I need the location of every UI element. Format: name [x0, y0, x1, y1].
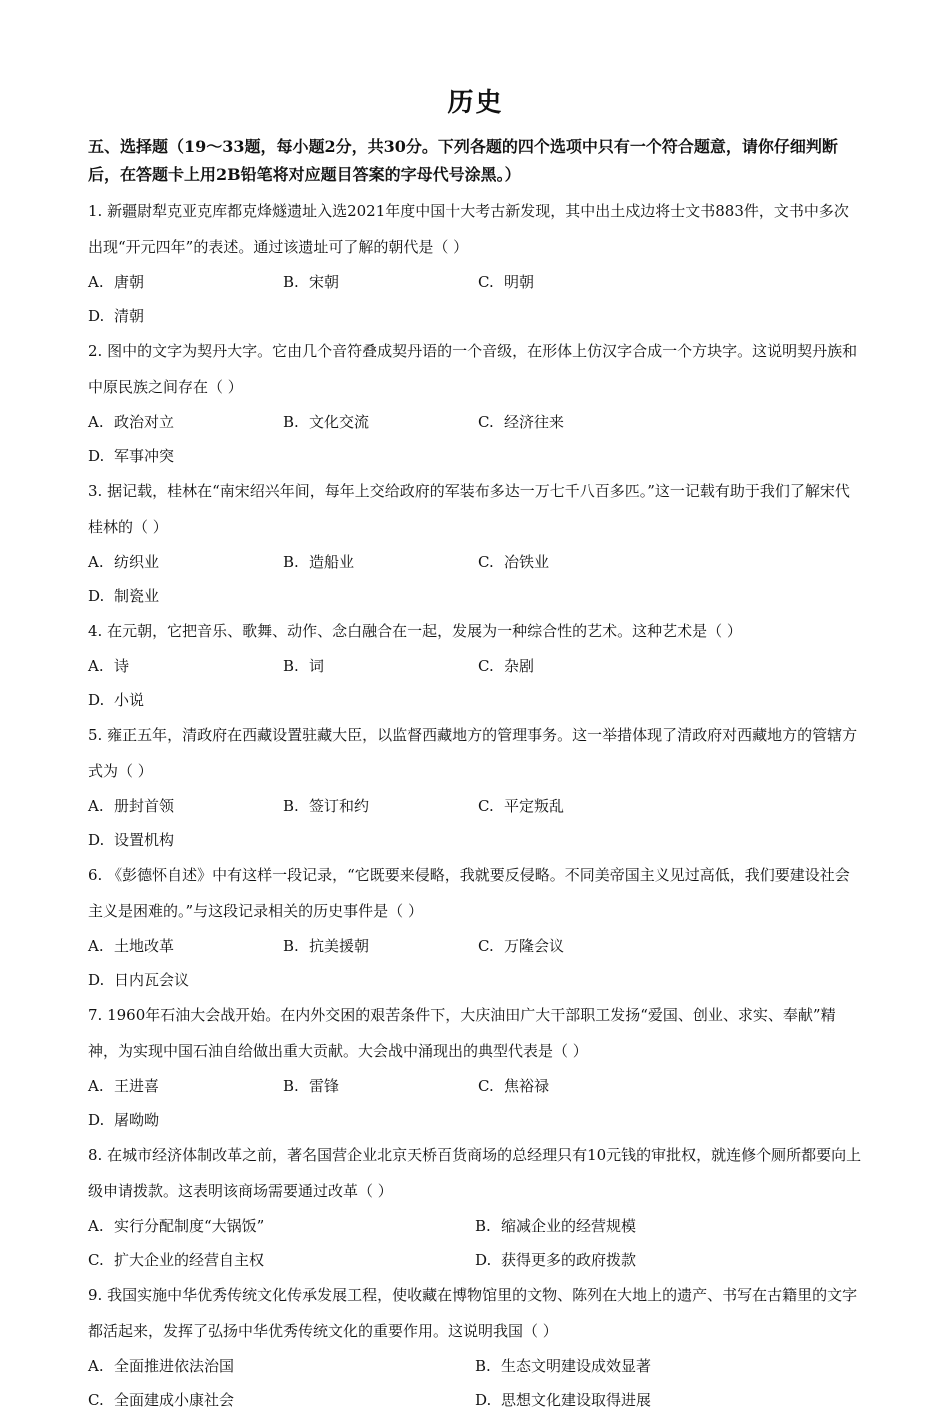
option-c [478, 929, 673, 963]
option-d [88, 823, 283, 857]
option-text: 宋朝 [309, 273, 340, 291]
option-text: 抗美援朝 [309, 937, 370, 955]
option-text: 平定叛乱 [504, 797, 565, 815]
option-letter: C. [88, 1391, 104, 1409]
option-letter: D. [475, 1251, 492, 1269]
option-letter: A. [88, 413, 104, 431]
exam-page [88, 82, 863, 1417]
option-b [283, 265, 478, 299]
option-letter: C. [478, 413, 494, 431]
option-c [88, 1243, 475, 1277]
section-instructions: 五、选择题（19～33题，每小题2分，共30分。下列各题的四个选项中只有一个符合题意，请你仔细判断后，在答题卡上用2B铅笔将对应题目答案的字母代号涂黑。） [88, 137, 838, 184]
option-letter: C. [478, 273, 494, 291]
option-letter: C. [88, 1251, 104, 1269]
option-letter: B. [283, 937, 299, 955]
option-d [88, 299, 283, 333]
option-b [475, 1209, 862, 1243]
option-letter: B. [475, 1357, 491, 1375]
option-c [478, 789, 673, 823]
option-a [88, 265, 283, 299]
option-c [478, 265, 673, 299]
question-stem: 1. 新疆尉犁克亚克库都克烽燧遗址入选2021年度中国十大考古新发现，其中出土戍边将士文书883件，文书中多次出现“开元四年”的表述。通过该遗址可了解的朝代是（ ） [88, 202, 849, 256]
option-text: 扩大企业的经营自主权 [114, 1251, 265, 1269]
question-5 [88, 717, 863, 857]
option-letter: C. [478, 1077, 494, 1095]
option-letter: D. [88, 447, 105, 465]
option-text: 获得更多的政府拨款 [501, 1251, 637, 1269]
option-text: 缩减企业的经营规模 [501, 1217, 637, 1235]
option-text: 设置机构 [114, 831, 175, 849]
option-a [88, 405, 283, 439]
option-text: 文化交流 [309, 413, 370, 431]
option-letter: A. [88, 1077, 104, 1095]
option-d [88, 439, 283, 473]
question-stem: 8. 在城市经济体制改革之前，著名国营企业北京天桥百货商场的总经理只有10元钱的审批权，就连修个厕所都要向上级申请拨款。这表明该商场需要通过改革（ ） [88, 1146, 862, 1200]
options [88, 265, 863, 333]
option-letter: A. [88, 797, 104, 815]
question-6 [88, 857, 863, 997]
option-letter: B. [283, 1077, 299, 1095]
question-3 [88, 473, 863, 613]
option-text: 生态文明建设成效显著 [501, 1357, 652, 1375]
option-letter: D. [88, 1111, 105, 1129]
option-b [283, 1069, 478, 1103]
question-stem: 6. 《彭德怀自述》中有这样一段记录，“它既要来侵略，我就要反侵略。不同美帝国主义见过高低，我们要建设社会主义是困难的。”与这段记录相关的历史事件是（ ） [88, 866, 850, 920]
option-letter: D. [475, 1391, 492, 1409]
option-letter: A. [88, 657, 104, 675]
option-letter: A. [88, 937, 104, 955]
option-letter: B. [475, 1217, 491, 1235]
option-text: 万隆会议 [504, 937, 565, 955]
option-text: 军事冲突 [114, 447, 175, 465]
option-letter: B. [283, 413, 299, 431]
question-8 [88, 1137, 863, 1277]
option-a [88, 929, 283, 963]
option-text: 诗 [114, 657, 130, 675]
options [88, 1069, 863, 1137]
option-d [88, 579, 283, 613]
question-stem: 7. 1960年石油大会战开始。在内外交困的艰苦条件下，大庆油田广大干部职工发扬“爱国、创业、求实、奉献”精神，为实现中国石油自给做出重大贡献。大会战中涌现出的典型代表是（ ） [88, 1006, 836, 1060]
option-letter: A. [88, 1217, 104, 1235]
question-2 [88, 333, 863, 473]
options [88, 789, 863, 857]
option-text: 造船业 [309, 553, 355, 571]
option-c [478, 545, 673, 579]
option-text: 屠呦呦 [114, 1111, 160, 1129]
option-letter: B. [283, 657, 299, 675]
option-letter: A. [88, 273, 104, 291]
option-text: 实行分配制度“大锅饭” [114, 1217, 265, 1235]
option-text: 杂剧 [504, 657, 535, 675]
option-text: 日内瓦会议 [114, 971, 190, 989]
option-d [88, 683, 283, 717]
question-7 [88, 997, 863, 1137]
option-text: 纺织业 [114, 553, 160, 571]
options [88, 649, 863, 717]
option-text: 焦裕禄 [504, 1077, 550, 1095]
option-a [88, 1209, 475, 1243]
option-letter: C. [478, 553, 494, 571]
option-text: 册封首领 [114, 797, 175, 815]
option-letter: B. [283, 797, 299, 815]
option-text: 词 [309, 657, 325, 675]
options [88, 929, 863, 997]
option-letter: A. [88, 553, 104, 571]
question-stem: 4. 在元朝，它把音乐、歌舞、动作、念白融合在一起，发展为一种综合性的艺术。这种艺术是（ ） [88, 622, 742, 640]
option-b [283, 545, 478, 579]
option-b [283, 649, 478, 683]
option-d [475, 1243, 862, 1277]
option-letter: C. [478, 657, 494, 675]
option-c [478, 649, 673, 683]
option-text: 小说 [114, 691, 145, 709]
option-d [88, 1103, 283, 1137]
option-b [283, 405, 478, 439]
question-1 [88, 193, 863, 333]
option-text: 清朝 [114, 307, 145, 325]
option-d [88, 963, 283, 997]
page-title: 历史 [447, 88, 504, 118]
option-text: 冶铁业 [504, 553, 550, 571]
question-stem: 3. 据记载，桂林在“南宋绍兴年间，每年上交给政府的军装布多达一万七千八百多匹。”这一记载有助于我们了解宋代桂林的（ ） [88, 482, 850, 536]
option-letter: C. [478, 937, 494, 955]
option-text: 签订和约 [309, 797, 370, 815]
option-letter: C. [478, 797, 494, 815]
option-b [283, 929, 478, 963]
options [88, 405, 863, 473]
option-text: 思想文化建设取得进展 [501, 1391, 652, 1409]
options [88, 545, 863, 613]
question-9 [88, 1277, 863, 1417]
option-c [478, 1069, 673, 1103]
option-text: 土地改革 [114, 937, 175, 955]
options [88, 1349, 863, 1417]
option-text: 制瓷业 [114, 587, 160, 605]
option-text: 唐朝 [114, 273, 145, 291]
option-text: 全面推进依法治国 [114, 1357, 235, 1375]
option-text: 政治对立 [114, 413, 175, 431]
option-letter: A. [88, 1357, 104, 1375]
option-a [88, 649, 283, 683]
option-letter: D. [88, 307, 105, 325]
option-c [88, 1383, 475, 1417]
option-c [478, 405, 673, 439]
option-text: 明朝 [504, 273, 535, 291]
option-a [88, 545, 283, 579]
option-text: 雷锋 [309, 1077, 340, 1095]
option-letter: D. [88, 691, 105, 709]
option-a [88, 789, 283, 823]
option-letter: D. [88, 587, 105, 605]
option-text: 经济往来 [504, 413, 565, 431]
option-a [88, 1349, 475, 1383]
question-4 [88, 613, 863, 717]
option-b [283, 789, 478, 823]
question-stem: 5. 雍正五年，清政府在西藏设置驻藏大臣，以监督西藏地方的管理事务。这一举措体现了清政府对西藏地方的管辖方式为（ ） [88, 726, 858, 780]
option-d [475, 1383, 862, 1417]
question-stem: 9. 我国实施中华优秀传统文化传承发展工程，使收藏在博物馆里的文物、陈列在大地上的遗产、书写在古籍里的文字都活起来，发挥了弘扬中华优秀传统文化的重要作用。这说明我国（ ） [88, 1286, 858, 1340]
option-letter: D. [88, 831, 105, 849]
option-letter: B. [283, 553, 299, 571]
options [88, 1209, 863, 1277]
option-b [475, 1349, 862, 1383]
option-text: 全面建成小康社会 [114, 1391, 235, 1409]
option-letter: D. [88, 971, 105, 989]
option-a [88, 1069, 283, 1103]
option-letter: B. [283, 273, 299, 291]
question-stem: 2. 图中的文字为契丹大字。它由几个音符叠成契丹语的一个音级，在形体上仿汉字合成一个方块字。这说明契丹族和中原民族之间存在（ ） [88, 342, 858, 396]
option-text: 王进喜 [114, 1077, 160, 1095]
